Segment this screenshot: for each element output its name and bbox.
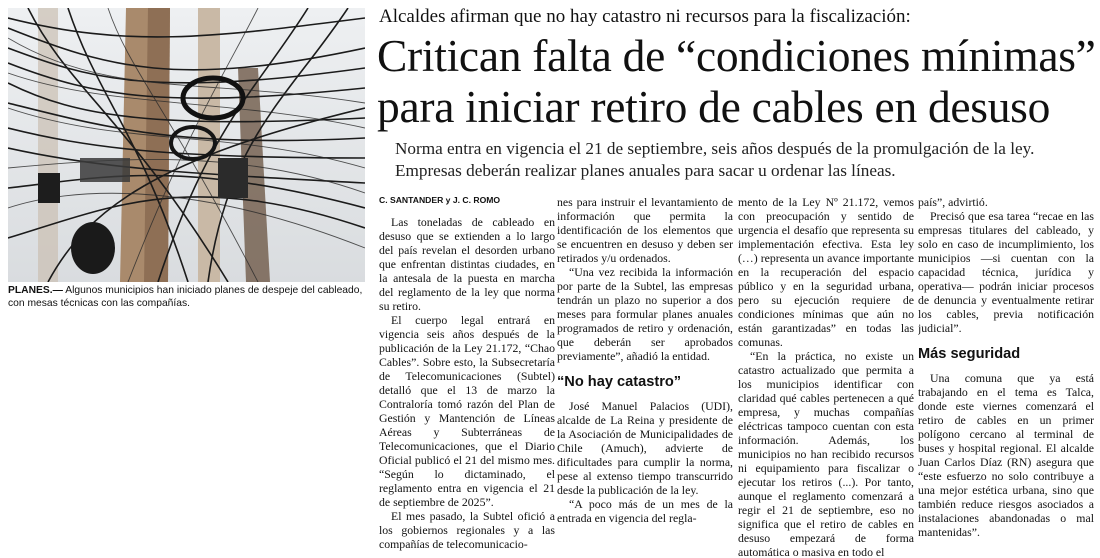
article-photo: [8, 8, 365, 282]
caption-label: PLANES.—: [8, 285, 63, 296]
headline: [377, 30, 1097, 132]
paragraph: El cuerpo legal entrará en vigencia seis años después de la publicación de la Ley 21.172, “Chao Cables”. Sobre esto, la Subsecretaría de Telecomunicaciones (Subtel) detalló que el 13 de marzo la Contraloría tomó razón del Plan de Gestión y Mantención de Líneas Aéreas y Subterráneas de Telecomunicaciones, que el Diario Oficial publicó el 21 del mismo mes. “Según lo dictaminado, el reglamento entra en vigencia el 21 de septiembre de 2025”.: [379, 313, 555, 509]
lead-paragraph: Norma entra en vigencia el 21 de septiembre, seis años después de la promulgación de la ley. Empresas deberán realizar planes anuales para sacar u ordenar las líneas.: [395, 139, 1035, 180]
article-column-1: [379, 195, 555, 558]
caption-text: Algunos municipios han iniciado planes de despeje del cableado, con mesas técnicas con las compañías.: [8, 285, 363, 309]
utility-pole-cables-image: [8, 8, 365, 282]
paragraph: país”, advirtió.: [918, 195, 988, 209]
paragraph: El mes pasado, la Subtel ofició a los gobiernos regionales y a las compañías de telecomunicacio-: [379, 509, 555, 551]
article-column-3: [738, 195, 914, 558]
paragraph: Precisó que esa tarea “recae en las empresas titulares del cableado, y solo en caso de incumplimiento, los municipios —si cuentan con la capacidad técnica, jurídica y operativa— podrán iniciar procesos de denuncia y eventualmente retirar los cables, previa notificación judicial”.: [918, 209, 1094, 335]
headline-line-1: Critican falta de “condiciones mínimas”: [377, 30, 1096, 81]
paragraph: “A poco más de un mes de la entrada en vigencia del regla-: [557, 497, 733, 525]
byline: C. SANTANDER y J. C. ROMO: [379, 195, 501, 205]
headline-line-2: para iniciar retiro de cables en desuso: [377, 81, 1051, 132]
paragraph: “En la práctica, no existe un catastro actualizado que permita a los municipios identificar con claridad qué cables pertenecen a qué empresa, y muchas compañías eléctricas tampoco cuentan con esta información. Además, los municipios no han recibido recursos ni equipamiento para fiscalizar o ejecutar los retiros (...). Por tanto, aunque el reglamento comenzará a regir el 21 de septiembre, eso no significa que el retiro de cables en desuso empezará de forma automática o masiva en todo el: [738, 349, 914, 558]
paragraph: “Una vez recibida la información por parte de la Subtel, las empresas tendrán un plazo no superior a dos meses para formular planes anuales programados de retiro y ordenación, que deberán ser aprobados previamente”, añadió la entidad.: [557, 265, 733, 363]
paragraph: Una comuna que ya está trabajando en el tema es Talca, donde este viernes comenzará el retiro de cables en un primer polígono cercano al terminal de buses y hospital regional. El alcalde Juan Carlos Díaz (RN) asegura que “este esfuerzo no solo contribuye a una mejor estética urbana, sino que también reduce riesgos asociados a instalaciones abandonadas o mal mantenidas”.: [918, 371, 1094, 539]
paragraph: mento de la Ley Nº 21.172, vemos con preocupación y sentido de urgencia el desafío que representa su implementación efectiva. Esta ley (…) representa un avance importante en la recuperación del espacio público y en la seguridad urbana, pero su ejecución requiere de condiciones mínimas que aún no están garantizadas” en todas las comunas.: [738, 195, 914, 349]
photo-caption: [8, 284, 368, 310]
article-column-4: [918, 195, 1094, 558]
paragraph: nes para instruir el levantamiento de información que permita la identificación de los elementos que se encuentren en desuso y deben ser retirados y/u ordenados.: [557, 195, 733, 265]
subheading-no-hay-catastro: “No hay catastro”: [557, 374, 682, 390]
article-column-2: [557, 195, 733, 558]
paragraph: Las toneladas de cableado en desuso que se extienden a lo largo del país revelan el desorden urbano que enfrentan distintas ciudades, en la antesala de la puesta en marcha del reglamento de la ley que norma su retiro.: [379, 215, 555, 313]
subheading-mas-seguridad: Más seguridad: [918, 346, 1021, 362]
kicker: Alcaldes afirman que no hay catastro ni recursos para la fiscalización:: [379, 6, 911, 27]
paragraph: José Manuel Palacios (UDI), alcalde de La Reina y presidente de la Asociación de Municipalidades de Chile (Amuch), advierte de dificultades para cumplir la norma, pese al extenso tiempo transcurrido desde la publicación de la ley.: [557, 399, 733, 497]
